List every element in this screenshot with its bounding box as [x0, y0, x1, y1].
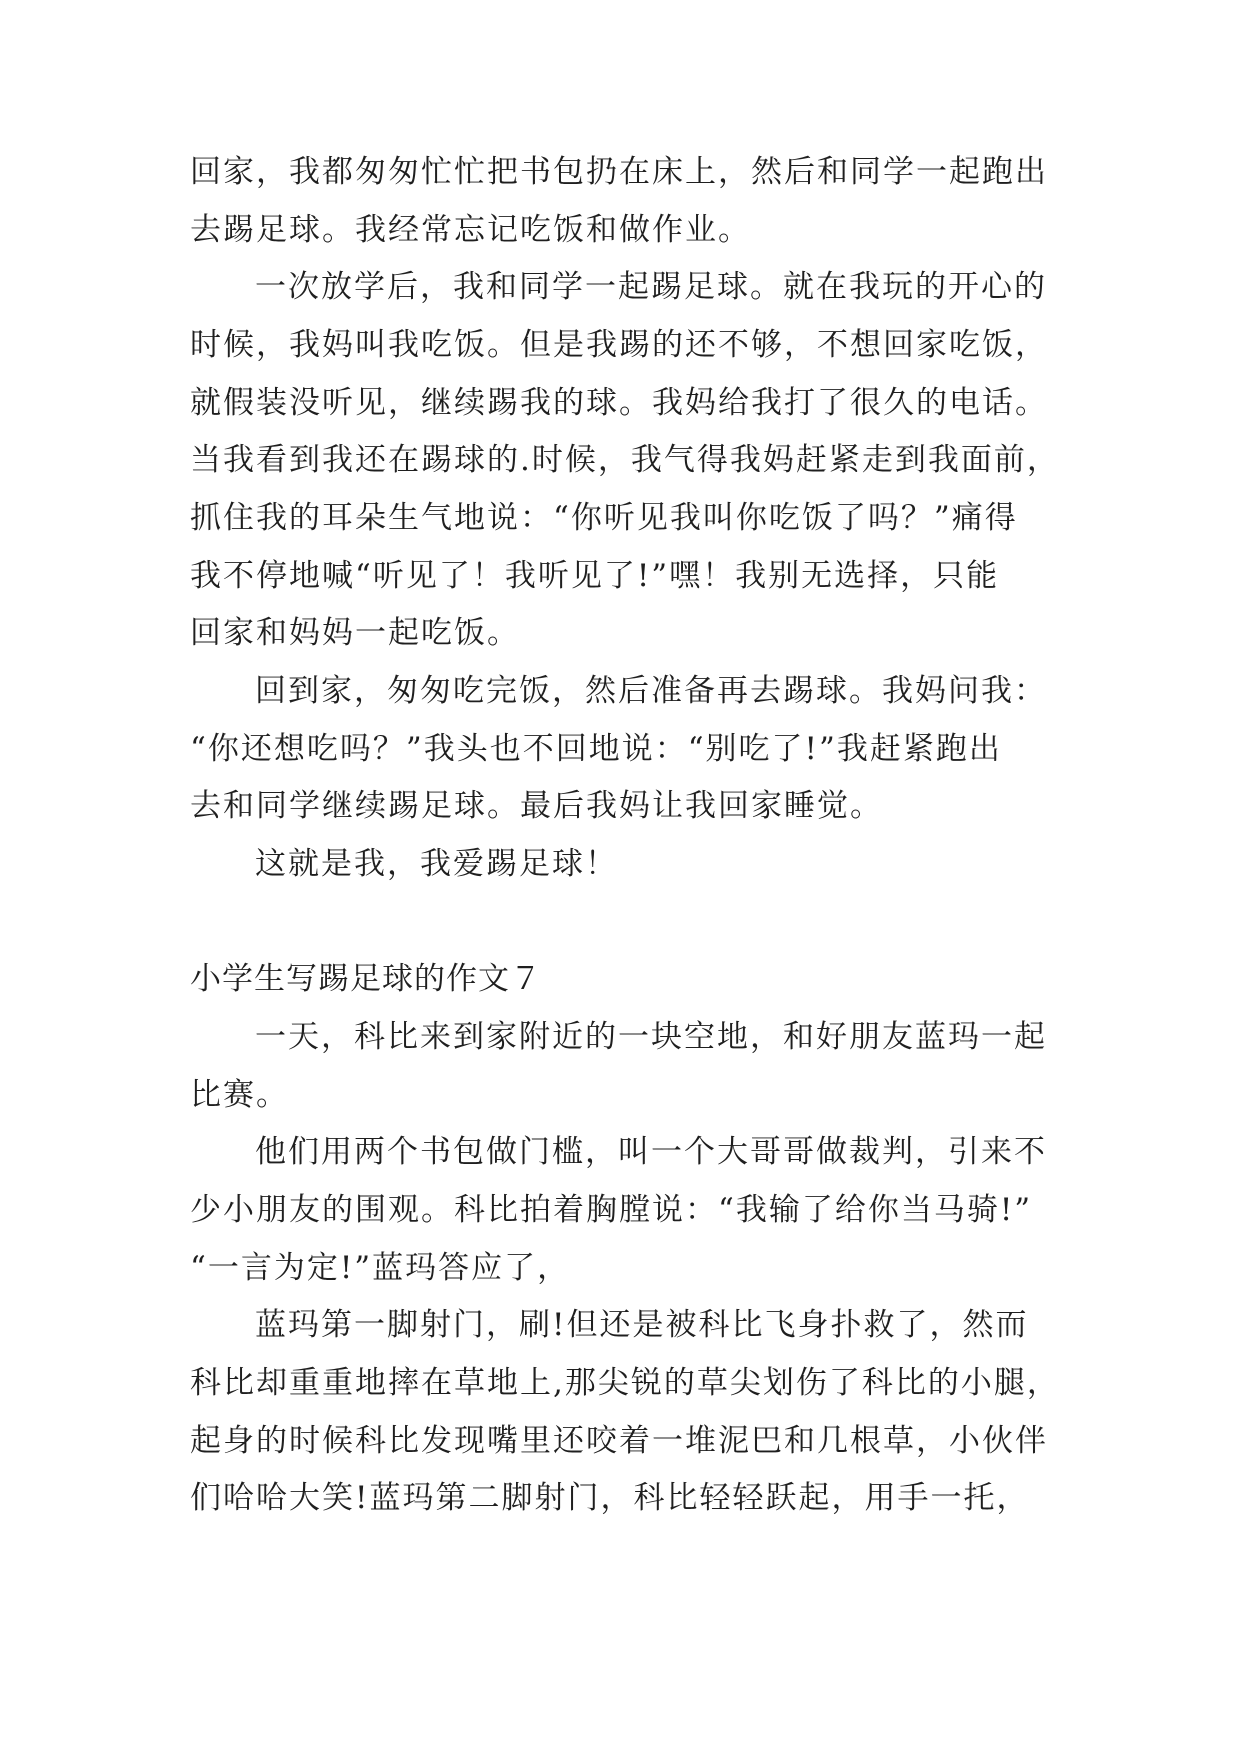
text-line: 比赛。	[190, 1077, 289, 1113]
text-line: 当我看到我还在踢球的.时候，我气得我妈赶紧走到我面前，	[190, 442, 1060, 478]
text-line: 就假装没听见，继续踢我的球。我妈给我打了很久的电话。	[190, 385, 1048, 421]
text-line: 时候，我妈叫我吃饭。但是我踢的还不够，不想回家吃饭，	[190, 327, 1048, 363]
text-line: 我不停地喊“听见了！我听见了!”嘿！我别无选择，只能	[190, 558, 1000, 594]
text-line: 起身的时候科比发现嘴里还咬着一堆泥巴和几根草，小伙伴	[190, 1423, 1048, 1459]
text-line: 去踢足球。我经常忘记吃饭和做作业。	[190, 212, 751, 248]
text-line: 抓住我的耳朵生气地说：“你听见我叫你吃饭了吗？”痛得	[190, 500, 1018, 536]
paragraph-first-line: 一天，科比来到家附近的一块空地，和好朋友蓝玛一起	[255, 1019, 1047, 1055]
text-line: “你还想吃吗？”我头也不回地说：“别吃了!”我赶紧跑出	[190, 731, 1002, 767]
text-line: 们哈哈大笑!蓝玛第二脚射门，科比轻轻跃起，用手一托，	[190, 1480, 1030, 1516]
text-line: 回家，我都匆匆忙忙把书包扔在床上，然后和同学一起跑出	[190, 154, 1048, 190]
paragraph-first-line: 一次放学后，我和同学一起踢足球。就在我玩的开心的	[255, 269, 1047, 305]
text-line: 少小朋友的围观。科比拍着胸膛说：“我输了给你当马骑!”	[190, 1192, 1033, 1228]
text-line: 科比却重重地摔在草地上,那尖锐的草尖划伤了科比的小腿，	[190, 1365, 1060, 1401]
paragraph-first-line: 这就是我，我爱踢足球！	[255, 846, 618, 882]
paragraph-first-line: 他们用两个书包做门槛，叫一个大哥哥做裁判，引来不	[255, 1134, 1047, 1170]
text-line: 回家和妈妈一起吃饭。	[190, 615, 520, 651]
text-line: 去和同学继续踢足球。最后我妈让我回家睡觉。	[190, 788, 883, 824]
paragraph-first-line: 蓝玛第一脚射门，刷!但还是被科比飞身扑救了，然而	[255, 1307, 1029, 1343]
section-heading: 小学生写踢足球的作文７	[190, 961, 542, 997]
text-line: “一言为定!”蓝玛答应了，	[190, 1250, 571, 1286]
paragraph-first-line: 回到家，匆匆吃完饭，然后准备再去踢球。我妈问我：	[255, 673, 1047, 709]
